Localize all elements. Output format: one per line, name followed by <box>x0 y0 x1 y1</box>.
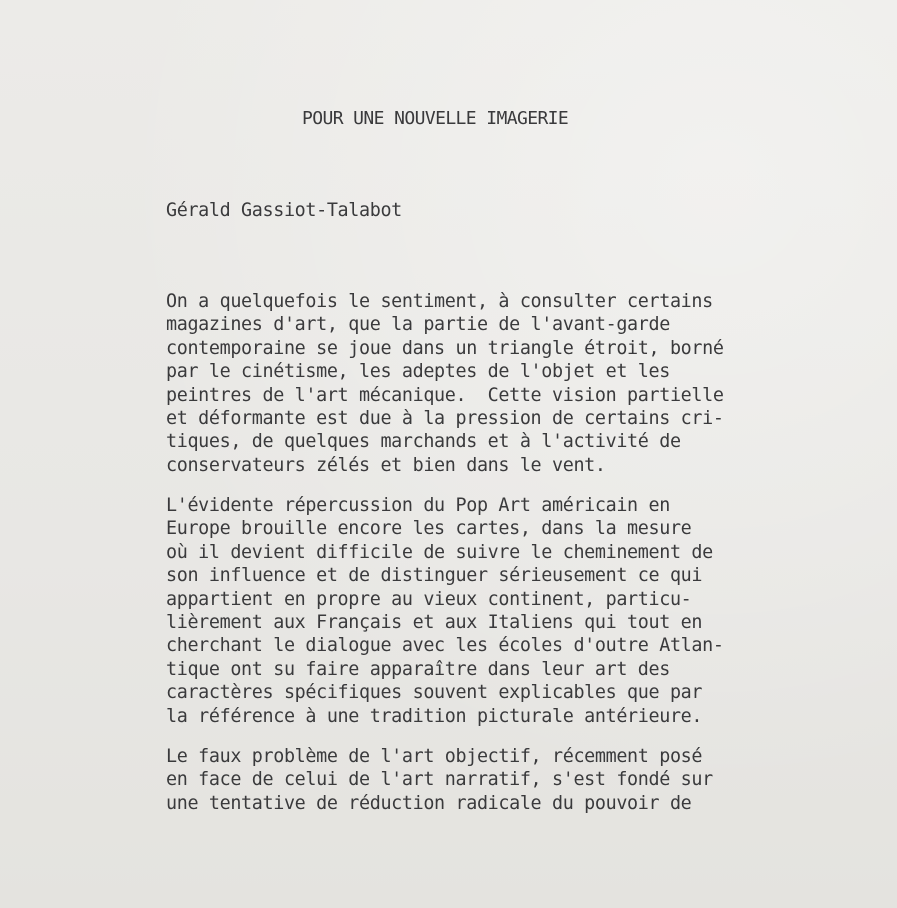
paragraph-3 <box>166 745 866 815</box>
text-line: Le faux problème de l'art objectif, récemment posé <box>166 746 703 767</box>
text-line: caractères spécifiques souvent explicables que par <box>166 682 703 704</box>
text-line: cherchant le dialogue avec les écoles d'outre Atlan- <box>166 635 724 657</box>
document-title: POUR UNE NOUVELLE IMAGERIE <box>302 108 569 129</box>
text-line: On a quelquefois le sentiment, à consulter certains <box>166 291 713 312</box>
text-line: lièrement aux Français et aux Italiens qui tout en <box>166 611 703 633</box>
text-line: L'évidente répercussion du Pop Art américain en <box>166 495 670 516</box>
paragraph-2 <box>166 494 866 728</box>
text-line: une tentative de réduction radicale du pouvoir de <box>166 792 692 814</box>
text-line: conservateurs zélés et bien dans le vent. <box>166 454 606 476</box>
document-author: Gérald Gassiot-Talabot <box>166 200 402 221</box>
text-line: par le cinétisme, les adeptes de l'objet et les <box>166 361 670 383</box>
text-line: tiques, de quelques marchands et à l'activité de <box>166 431 681 453</box>
text-line: où il devient difficile de suivre le cheminement de <box>166 541 713 563</box>
text-line: Europe brouille encore les cartes, dans la mesure <box>166 518 692 540</box>
text-line: appartient en propre au vieux continent, particu- <box>166 588 692 610</box>
text-line: peintres de l'art mécanique. Cette vision partielle <box>166 384 724 406</box>
text-line: la référence à une tradition picturale antérieure. <box>166 705 703 727</box>
paragraph-1 <box>166 290 866 477</box>
text-line: en face de celui de l'art narratif, s'est fondé sur <box>166 769 713 791</box>
text-line: et déformante est due à la pression de certains cri- <box>166 407 724 429</box>
text-line: son influence et de distinguer sérieusement ce qui <box>166 565 703 587</box>
text-line: magazines d'art, que la partie de l'avant-garde <box>166 314 670 336</box>
text-line: contemporaine se joue dans un triangle étroit, borné <box>166 337 724 359</box>
text-line: tique ont su faire apparaître dans leur art des <box>166 658 670 680</box>
